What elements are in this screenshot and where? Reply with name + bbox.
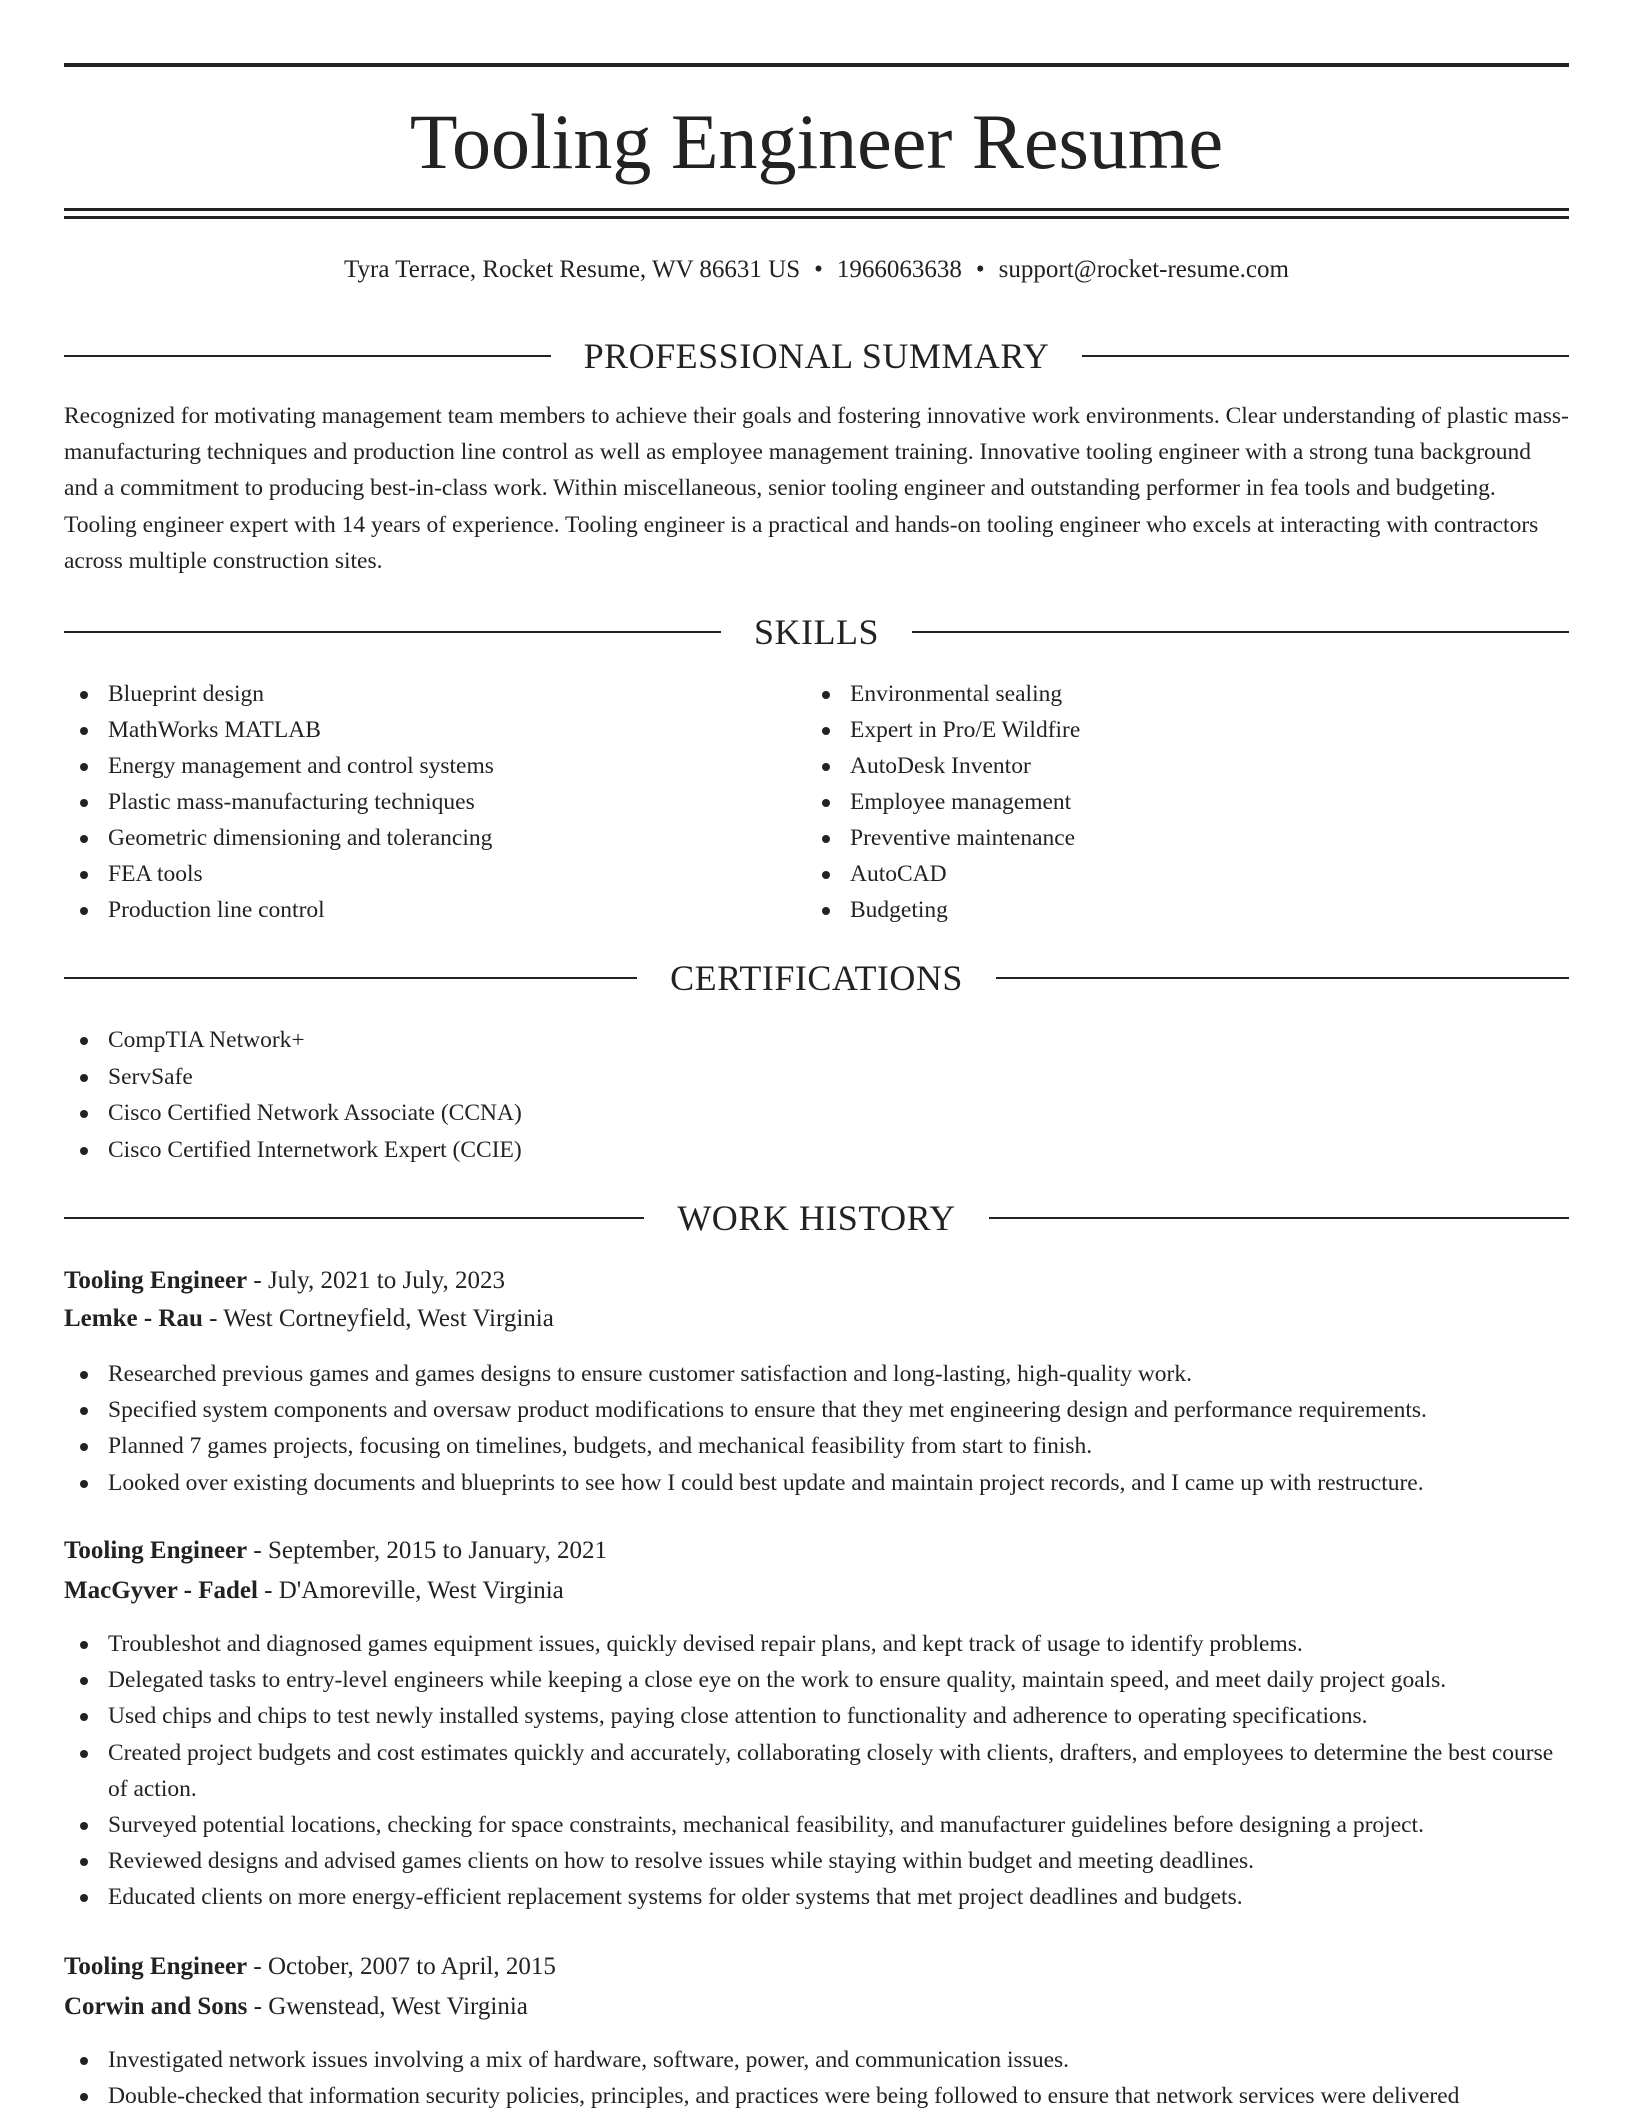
job-bullets: [64, 1626, 1569, 1916]
summary-paragraph: Recognized for motivating management team members to achieve their goals and fostering innovative work environments. Clear understanding of plastic mass-manufacturing techniques and production line control as well as employee management training. Innovative tooling engineer with a strong tuna background and a commitment to producing best-in-class work. Within miscellaneous, senior tooling engineer and outstanding performer in fea tools and budgeting. Tooling engineer expert with 14 years of experience. Tooling engineer is a practical and hands-on tooling engineer who excels at interacting with contractors across multiple construction sites.: [64, 403, 1569, 574]
skills-heading-label: SKILLS: [754, 612, 880, 652]
skill-item: Expert in Pro/E Wildfire: [806, 712, 1080, 748]
job-location: - West Cortneyfield, West Virginia: [209, 1305, 554, 1332]
skill-item: MathWorks MATLAB: [64, 712, 494, 748]
job-bullet: Investigated network issues involving a mix of hardware, software, power, and communication issues.: [64, 2042, 1569, 2078]
skill-item: Preventive maintenance: [806, 820, 1080, 856]
skill-item: AutoCAD: [806, 856, 1080, 892]
skills-list-left: [64, 676, 494, 928]
job-bullet: Researched previous games and games designs to ensure customer satisfaction and long-lasting, high-quality work.: [64, 1356, 1569, 1392]
job-title-line: [64, 1535, 607, 1567]
skill-item: Energy management and control systems: [64, 748, 494, 784]
job-dates: - October, 2007 to April, 2015: [253, 1953, 556, 1980]
certifications-list: [64, 1022, 522, 1168]
heading-rule-left: [64, 355, 551, 357]
certification-item: ServSafe: [64, 1059, 522, 1096]
job-dates: - September, 2015 to January, 2021: [253, 1537, 607, 1564]
heading-rule-left: [64, 631, 721, 633]
job-company: MacGyver - Fadel: [64, 1577, 258, 1604]
summary-heading: [64, 336, 1569, 376]
skill-item: Production line control: [64, 892, 494, 928]
heading-rule-right: [1082, 355, 1569, 357]
job-location: - Gwenstead, West Virginia: [253, 1993, 528, 2020]
job-bullet: Double-checked that information security policies, principles, and practices were being followed to ensure that network services were delivered: [64, 2078, 1569, 2114]
title-rule-upper: [64, 208, 1569, 211]
top-rule: [64, 63, 1569, 67]
job-bullets: [64, 1356, 1569, 1501]
heading-rule-right: [996, 977, 1569, 979]
skill-item: AutoDesk Inventor: [806, 748, 1080, 784]
job-company: Corwin and Sons: [64, 1993, 248, 2020]
contact-line: [64, 254, 1569, 286]
certification-item: CompTIA Network+: [64, 1022, 522, 1059]
skill-item: Geometric dimensioning and tolerancing: [64, 820, 494, 856]
contact-email: support@rocket-resume.com: [998, 256, 1289, 283]
heading-rule-left: [64, 1217, 644, 1219]
job-company-line: [64, 1991, 528, 2023]
heading-rule-right: [989, 1217, 1569, 1219]
job-bullet: Delegated tasks to entry-level engineers while keeping a close eye on the work to ensure quality, maintain speed, and meet daily project goals.: [64, 1662, 1569, 1698]
contact-address: Tyra Terrace, Rocket Resume, WV 86631 US: [344, 256, 801, 283]
certification-item: Cisco Certified Internetwork Expert (CCIE): [64, 1132, 522, 1169]
job-title-line: [64, 1951, 556, 1983]
contact-separator: •: [975, 256, 985, 283]
job-bullet: Created project budgets and cost estimates quickly and accurately, collaborating closely with clients, drafters, and employees to determine the best course of action.: [64, 1735, 1569, 1807]
certifications-heading: [64, 958, 1569, 998]
skill-item: Employee management: [806, 784, 1080, 820]
job-bullet: Reviewed designs and advised games clients on how to resolve issues while staying within budget and meeting deadlines.: [64, 1843, 1569, 1879]
summary-heading-label: PROFESSIONAL SUMMARY: [583, 336, 1050, 376]
skills-list-right: [806, 676, 1080, 928]
job-bullet: Specified system components and oversaw product modifications to ensure that they met engineering design and performance requirements.: [64, 1392, 1569, 1428]
job-dates: - July, 2021 to July, 2023: [253, 1267, 506, 1294]
job-bullet: Used chips and chips to test newly installed systems, paying close attention to functionality and adherence to operating specifications.: [64, 1698, 1569, 1734]
job-bullets: [64, 2042, 1569, 2114]
job-bullet: Looked over existing documents and blueprints to see how I could best update and maintain project records, and I came up with restructure.: [64, 1465, 1569, 1501]
job-company: Lemke - Rau: [64, 1305, 203, 1332]
work-history-heading-label: WORK HISTORY: [677, 1198, 956, 1238]
job-company-line: [64, 1575, 564, 1607]
contact-separator: •: [814, 256, 823, 283]
certification-item: Cisco Certified Network Associate (CCNA): [64, 1095, 522, 1132]
job-title: Tooling Engineer: [64, 1953, 248, 1980]
skill-item: Environmental sealing: [806, 676, 1080, 712]
job-location: - D'Amoreville, West Virginia: [264, 1577, 564, 1604]
heading-rule-left: [64, 977, 637, 979]
heading-rule-right: [912, 631, 1569, 633]
job-title: Tooling Engineer: [64, 1267, 248, 1294]
skill-item: FEA tools: [64, 856, 494, 892]
job-bullet: Planned 7 games projects, focusing on timelines, budgets, and mechanical feasibility from start to finish.: [64, 1428, 1569, 1464]
job-title-line: [64, 1265, 505, 1297]
job-bullet: Educated clients on more energy-efficient replacement systems for older systems that met project deadlines and budgets.: [64, 1879, 1569, 1915]
resume-title: Tooling Engineer Resume: [409, 98, 1224, 185]
certifications-heading-label: CERTIFICATIONS: [670, 958, 963, 998]
job-bullet: Surveyed potential locations, checking for space constraints, mechanical feasibility, and manufacturer guidelines before designing a project.: [64, 1807, 1569, 1843]
skill-item: Budgeting: [806, 892, 1080, 928]
job-title: Tooling Engineer: [64, 1537, 248, 1564]
skill-item: Blueprint design: [64, 676, 494, 712]
title-rule-lower: [64, 216, 1569, 219]
skills-heading: [64, 612, 1569, 652]
work-history-heading: [64, 1198, 1569, 1238]
job-company-line: [64, 1303, 554, 1335]
contact-phone: 1966063638: [836, 256, 962, 283]
job-bullet: Troubleshot and diagnosed games equipment issues, quickly devised repair plans, and kept track of usage to identify problems.: [64, 1626, 1569, 1662]
skill-item: Plastic mass-manufacturing techniques: [64, 784, 494, 820]
